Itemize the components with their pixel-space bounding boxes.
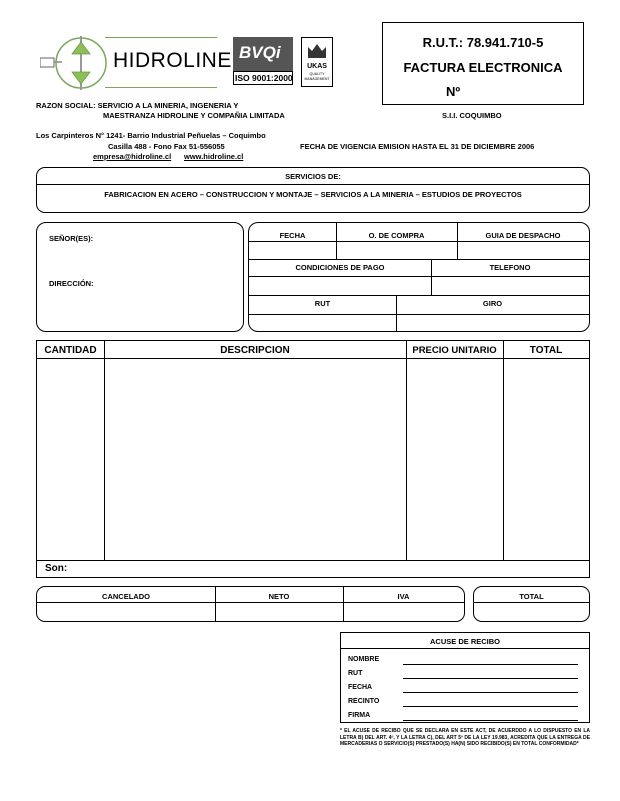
acuse-firma-line[interactable] <box>403 720 578 721</box>
rut-header: RUT <box>314 299 331 308</box>
acuse-firma-label: FIRMA <box>348 712 371 719</box>
cancelado-header: CANCELADO <box>102 592 150 601</box>
invoice-type: FACTURA ELECTRONICA <box>403 60 563 75</box>
col-total: TOTAL <box>529 345 563 356</box>
crown-icon <box>306 41 328 59</box>
acuse-nombre-line[interactable] <box>403 664 578 665</box>
acuse-rut-line[interactable] <box>403 678 578 679</box>
telefono-header: TELEFONO <box>489 263 531 272</box>
services-box <box>36 167 590 213</box>
total-box <box>473 586 590 622</box>
client-box <box>36 222 244 332</box>
invoice-rut: R.U.T.: 78.941.710-5 <box>422 35 544 50</box>
col-cantidad: CANTIDAD <box>44 345 97 356</box>
totals-box <box>36 586 465 622</box>
giro-header: GIRO <box>482 299 503 308</box>
services-title: SERVICIOS DE: <box>285 172 341 181</box>
company-email[interactable]: empresa@hidroline.cl <box>93 152 172 161</box>
son-label: Son: <box>45 563 68 574</box>
logo-text: HIDROLINE <box>113 49 232 72</box>
rut-box <box>382 22 584 105</box>
senores-label: SEÑOR(ES): <box>49 234 94 243</box>
bvqi-cert <box>233 37 293 85</box>
company-web[interactable]: www.hidroline.cl <box>184 152 244 161</box>
company-phone: Casilla 488 - Fono Fax 51-556055 <box>108 142 225 151</box>
direccion-label: DIRECCIÓN: <box>49 279 94 288</box>
sii-label: S.I.I. COQUIMBO <box>442 111 502 120</box>
bvqi-logo-text: BVQi <box>239 43 281 62</box>
company-address: Los Carpinteros N° 1241- Barrio Industrial Peñuelas – Coquimbo <box>36 131 266 140</box>
ukas-text: UKAS <box>307 63 327 70</box>
iso-cert-text: ISO 9001:2000 <box>235 73 293 83</box>
condiciones-pago-header: CONDICIONES DE PAGO <box>295 263 385 272</box>
orden-compra-header: O. DE COMPRA <box>368 231 425 240</box>
acuse-rut-label: RUT <box>348 670 363 677</box>
hidroline-logo <box>40 34 232 92</box>
services-list: FABRICACION EN ACERO – CONSTRUCCION Y MONTAJE – SERVICIOS A LA MINERIA – ESTUDIOS DE PROYECTOS <box>104 190 522 199</box>
acuse-fecha-label: FECHA <box>348 684 373 691</box>
ukas-quality: QUALITY <box>309 72 325 76</box>
details-box <box>248 222 590 332</box>
guia-despacho-header: GUIA DE DESPACHO <box>485 231 561 240</box>
neto-header: NETO <box>268 592 290 601</box>
total-header: TOTAL <box>519 592 544 601</box>
acuse-title: ACUSE DE RECIBO <box>429 637 500 646</box>
acuse-fecha-line[interactable] <box>403 692 578 693</box>
ukas-management: MANAGEMENT <box>304 77 330 81</box>
acuse-note: * EL ACUSE DE RECIBO QUE SE DECLARA EN ESTE ACT, DE ACUERDDO A LO DISPUESTO EN LA LETRA B) DEL ART. 4º, Y LA LETRA C), DEL ART 5º DE LA LEY 19.983, ACREDITA QUE LA ENTREGA DE MERCADERIAS O SERVICIO(S) PRESTADO(S) HA(N) SIDO RECIBIDO(S) EN TOTAL CONFORMIDAD* <box>340 728 590 747</box>
razon-social-2: MAESTRANZA HIDROLINE Y COMPAÑIA LIMITADA <box>103 111 285 120</box>
fecha-header: FECHA <box>279 231 306 240</box>
razon-social-1: RAZON SOCIAL: SERVICIO A LA MINERIA, INGENERIA Y <box>36 101 239 110</box>
invoice-number-label: Nº <box>446 84 461 99</box>
ukas-cert <box>301 37 333 87</box>
acuse-box <box>340 632 590 723</box>
acuse-nombre-label: NOMBRE <box>348 656 380 663</box>
col-descripcion: DESCRIPCION <box>220 345 290 356</box>
acuse-recinto-label: RECINTO <box>348 698 380 705</box>
items-table <box>36 340 590 578</box>
iva-header: IVA <box>397 592 410 601</box>
vigencia-text: FECHA DE VIGENCIA EMISION HASTA EL 31 DE DICIEMBRE 2006 <box>300 142 535 151</box>
acuse-recinto-line[interactable] <box>403 706 578 707</box>
hidroline-logo-icon <box>40 34 120 92</box>
col-precio-unitario: PRECIO UNITARIO <box>412 345 497 356</box>
